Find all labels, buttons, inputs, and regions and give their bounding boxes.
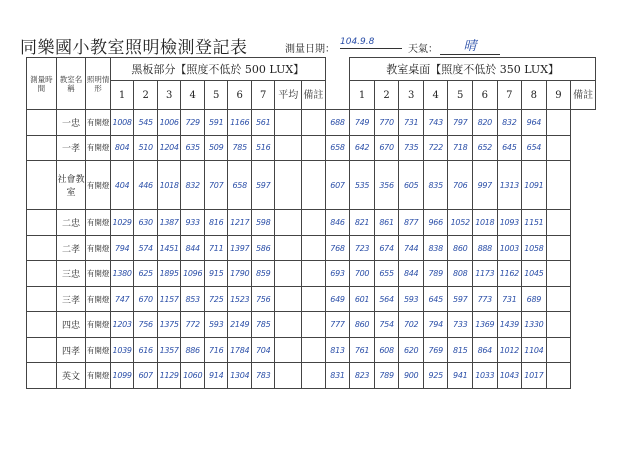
blackboard-reading-cell: 1029 (110, 210, 134, 236)
blackboard-reading-cell: 914 (204, 363, 228, 389)
bb-col-header: 7 (251, 81, 275, 110)
table-row (27, 161, 596, 210)
bb-note-cell (302, 312, 326, 338)
bb-note-cell (302, 210, 326, 236)
bb-average-cell (275, 110, 302, 136)
bb-note-cell (302, 110, 326, 136)
avg-header: 平均 (275, 81, 302, 110)
desk-reading-cell: 655 (374, 261, 399, 287)
desk-reading-cell: 761 (350, 337, 375, 363)
desk-reading-cell: 1045 (522, 261, 547, 287)
table-row (27, 286, 596, 312)
desk-reading-cell: 844 (399, 261, 424, 287)
desk-reading-cell: 1330 (522, 312, 547, 338)
desk-note-cell (546, 210, 571, 236)
desk-reading-cell: 620 (399, 337, 424, 363)
table-row (27, 135, 596, 161)
desk-reading-cell: 964 (522, 110, 547, 136)
blackboard-reading-cell: 598 (251, 210, 275, 236)
desk-reading-cell: 649 (325, 286, 350, 312)
desk-note-cell (546, 312, 571, 338)
bb-col-header: 4 (181, 81, 205, 110)
desk-reading-cell: 861 (374, 210, 399, 236)
desk-reading-cell: 605 (399, 161, 424, 210)
desk-reading-cell: 925 (423, 363, 448, 389)
desk-reading-cell: 1151 (522, 210, 547, 236)
desk-reading-cell: 658 (325, 135, 350, 161)
bb-col-header: 5 (204, 81, 228, 110)
blackboard-reading-cell: 915 (204, 261, 228, 287)
blackboard-reading-cell: 404 (110, 161, 134, 210)
bb-note-cell (302, 261, 326, 287)
blackboard-reading-cell: 785 (228, 135, 252, 161)
desk-reading-cell: 820 (473, 110, 498, 136)
date-label: 測量日期： (285, 44, 335, 55)
desk-reading-cell: 1162 (497, 261, 522, 287)
status-cell: 有開燈 (86, 261, 111, 287)
desk-reading-cell: 670 (374, 135, 399, 161)
time-cell (27, 235, 57, 261)
desk-reading-cell: 770 (374, 110, 399, 136)
blackboard-reading-cell: 816 (204, 210, 228, 236)
room-name-cell: 社會教室 (56, 161, 86, 210)
blackboard-reading-cell: 607 (134, 363, 158, 389)
status-cell: 有開燈 (86, 363, 111, 389)
desk-reading-cell: 1033 (473, 363, 498, 389)
desk-reading-cell: 797 (448, 110, 473, 136)
blackboard-reading-cell: 804 (110, 135, 134, 161)
desk-note-cell (546, 337, 571, 363)
weather-value: 晴 (440, 35, 500, 55)
bb-note-cell (302, 135, 326, 161)
table-row (27, 110, 596, 136)
blackboard-reading-cell: 2149 (228, 312, 252, 338)
bb-average-cell (275, 286, 302, 312)
blackboard-reading-cell: 597 (251, 161, 275, 210)
column-gap (325, 58, 350, 110)
time-cell (27, 110, 57, 136)
bb-col-header: 3 (157, 81, 181, 110)
desk-reading-cell: 535 (350, 161, 375, 210)
bb-note-cell (302, 286, 326, 312)
table-row (27, 261, 596, 287)
status-header: 照明情形 (86, 58, 111, 110)
time-cell (27, 312, 57, 338)
desk-reading-cell: 693 (325, 261, 350, 287)
status-cell: 有開燈 (86, 135, 111, 161)
desk-reading-cell: 733 (448, 312, 473, 338)
desk-reading-cell: 754 (374, 312, 399, 338)
room-name-cell: 三忠 (56, 261, 86, 287)
blackboard-reading-cell: 625 (134, 261, 158, 287)
blackboard-reading-cell: 635 (181, 135, 205, 161)
illumination-table (26, 57, 596, 389)
desk-reading-cell: 731 (399, 110, 424, 136)
time-cell (27, 286, 57, 312)
desk-reading-cell: 749 (350, 110, 375, 136)
blackboard-reading-cell: 783 (251, 363, 275, 389)
desk-reading-cell: 1003 (497, 235, 522, 261)
desk-reading-cell: 808 (448, 261, 473, 287)
blackboard-reading-cell: 794 (110, 235, 134, 261)
table-row (27, 210, 596, 236)
desk-reading-cell: 645 (423, 286, 448, 312)
bb-note-cell (302, 363, 326, 389)
status-cell: 有開燈 (86, 110, 111, 136)
weather-label: 天氣： (408, 44, 438, 55)
bb-average-cell (275, 235, 302, 261)
desk-reading-cell: 815 (448, 337, 473, 363)
desk-reading-cell: 706 (448, 161, 473, 210)
desk-reading-cell: 1173 (473, 261, 498, 287)
desk-reading-cell: 966 (423, 210, 448, 236)
desk-reading-cell: 597 (448, 286, 473, 312)
desk-reading-cell: 1091 (522, 161, 547, 210)
time-cell (27, 210, 57, 236)
desk-reading-cell: 888 (473, 235, 498, 261)
desk-reading-cell: 1313 (497, 161, 522, 210)
desk-reading-cell: 1052 (448, 210, 473, 236)
blackboard-reading-cell: 670 (134, 286, 158, 312)
blackboard-reading-cell: 1204 (157, 135, 181, 161)
desk-reading-cell: 860 (350, 312, 375, 338)
desk-reading-cell: 1043 (497, 363, 522, 389)
room-name-cell: 英文 (56, 363, 86, 389)
desk-reading-cell: 831 (325, 363, 350, 389)
blackboard-reading-cell: 711 (204, 235, 228, 261)
desk-reading-cell: 674 (374, 235, 399, 261)
desk-reading-cell: 789 (374, 363, 399, 389)
room-name-cell: 四孝 (56, 337, 86, 363)
blackboard-reading-cell: 1039 (110, 337, 134, 363)
desk-reading-cell: 789 (423, 261, 448, 287)
blackboard-reading-cell: 844 (181, 235, 205, 261)
desk-col-header: 5 (448, 81, 473, 110)
blackboard-reading-cell: 1790 (228, 261, 252, 287)
desk-note-header: 備註 (571, 81, 596, 110)
blackboard-reading-cell: 933 (181, 210, 205, 236)
blackboard-reading-cell: 1397 (228, 235, 252, 261)
desk-reading-cell: 652 (473, 135, 498, 161)
blackboard-reading-cell: 1096 (181, 261, 205, 287)
desk-reading-cell: 735 (399, 135, 424, 161)
desk-reading-cell: 813 (325, 337, 350, 363)
status-cell: 有開燈 (86, 337, 111, 363)
blackboard-reading-cell: 1895 (157, 261, 181, 287)
table-row (27, 312, 596, 338)
desk-reading-cell: 1018 (473, 210, 498, 236)
desk-reading-cell: 835 (423, 161, 448, 210)
desk-reading-cell: 877 (399, 210, 424, 236)
blackboard-reading-cell: 630 (134, 210, 158, 236)
blackboard-reading-cell: 1357 (157, 337, 181, 363)
blackboard-reading-cell: 756 (134, 312, 158, 338)
blackboard-reading-cell: 716 (204, 337, 228, 363)
desk-reading-cell: 608 (374, 337, 399, 363)
desk-reading-cell: 645 (497, 135, 522, 161)
desk-reading-cell: 777 (325, 312, 350, 338)
desk-note-cell (546, 161, 571, 210)
blackboard-reading-cell: 1006 (157, 110, 181, 136)
time-cell (27, 161, 57, 210)
desk-reading-cell: 794 (423, 312, 448, 338)
room-name-cell: 三孝 (56, 286, 86, 312)
desk-header: 教室桌面【照度不低於 350 LUX】 (350, 58, 596, 81)
status-cell: 有開燈 (86, 161, 111, 210)
blackboard-reading-cell: 574 (134, 235, 158, 261)
bb-average-cell (275, 261, 302, 287)
blackboard-reading-cell: 1380 (110, 261, 134, 287)
desk-reading-cell: 718 (448, 135, 473, 161)
blackboard-reading-cell: 832 (181, 161, 205, 210)
time-cell (27, 363, 57, 389)
desk-note-cell (546, 286, 571, 312)
blackboard-reading-cell: 747 (110, 286, 134, 312)
desk-reading-cell: 860 (448, 235, 473, 261)
blackboard-reading-cell: 616 (134, 337, 158, 363)
desk-reading-cell: 838 (423, 235, 448, 261)
desk-note-cell (546, 363, 571, 389)
table-row (27, 363, 596, 389)
desk-reading-cell: 1369 (473, 312, 498, 338)
status-cell: 有開燈 (86, 235, 111, 261)
desk-reading-cell: 689 (522, 286, 547, 312)
blackboard-reading-cell: 704 (251, 337, 275, 363)
room-name-cell: 四忠 (56, 312, 86, 338)
desk-reading-cell: 1093 (497, 210, 522, 236)
blackboard-reading-cell: 1008 (110, 110, 134, 136)
blackboard-header: 黑板部分【照度不低於 500 LUX】 (110, 58, 325, 81)
blackboard-reading-cell: 1203 (110, 312, 134, 338)
blackboard-reading-cell: 446 (134, 161, 158, 210)
bb-col-header: 6 (228, 81, 252, 110)
room-name-cell: 二忠 (56, 210, 86, 236)
desk-note-cell (546, 235, 571, 261)
time-header: 測量時間 (27, 58, 57, 110)
blackboard-reading-cell: 1217 (228, 210, 252, 236)
desk-reading-cell: 768 (325, 235, 350, 261)
blackboard-reading-cell: 1166 (228, 110, 252, 136)
desk-reading-cell: 1058 (522, 235, 547, 261)
desk-reading-cell: 821 (350, 210, 375, 236)
desk-reading-cell: 723 (350, 235, 375, 261)
desk-reading-cell: 722 (423, 135, 448, 161)
blackboard-reading-cell: 1099 (110, 363, 134, 389)
bb-average-cell (275, 363, 302, 389)
desk-reading-cell: 731 (497, 286, 522, 312)
blackboard-reading-cell: 591 (204, 110, 228, 136)
desk-reading-cell: 700 (350, 261, 375, 287)
desk-col-header: 8 (522, 81, 547, 110)
bb-average-cell (275, 337, 302, 363)
desk-note-cell (546, 261, 571, 287)
bb-note-header: 備註 (302, 81, 326, 110)
blackboard-reading-cell: 756 (251, 286, 275, 312)
blackboard-reading-cell: 1129 (157, 363, 181, 389)
blackboard-reading-cell: 1523 (228, 286, 252, 312)
desk-col-header: 2 (374, 81, 399, 110)
blackboard-reading-cell: 886 (181, 337, 205, 363)
desk-reading-cell: 900 (399, 363, 424, 389)
bb-note-cell (302, 337, 326, 363)
desk-note-cell (546, 135, 571, 161)
blackboard-reading-cell: 1157 (157, 286, 181, 312)
blackboard-reading-cell: 785 (251, 312, 275, 338)
table-row (27, 337, 596, 363)
desk-reading-cell: 601 (350, 286, 375, 312)
bb-col-header: 1 (110, 81, 134, 110)
date-value: 104.9.8 (340, 37, 402, 49)
status-cell: 有開燈 (86, 286, 111, 312)
time-cell (27, 135, 57, 161)
desk-col-header: 3 (399, 81, 424, 110)
blackboard-reading-cell: 1387 (157, 210, 181, 236)
status-cell: 有開燈 (86, 210, 111, 236)
blackboard-reading-cell: 1018 (157, 161, 181, 210)
table-row (27, 235, 596, 261)
desk-reading-cell: 941 (448, 363, 473, 389)
blackboard-reading-cell: 510 (134, 135, 158, 161)
desk-reading-cell: 743 (423, 110, 448, 136)
bb-col-header: 2 (134, 81, 158, 110)
blackboard-reading-cell: 725 (204, 286, 228, 312)
blackboard-reading-cell: 1060 (181, 363, 205, 389)
desk-note-cell (546, 110, 571, 136)
desk-reading-cell: 823 (350, 363, 375, 389)
blackboard-reading-cell: 853 (181, 286, 205, 312)
blackboard-reading-cell: 729 (181, 110, 205, 136)
desk-reading-cell: 1012 (497, 337, 522, 363)
bb-average-cell (275, 210, 302, 236)
room-name-cell: 二孝 (56, 235, 86, 261)
blackboard-reading-cell: 586 (251, 235, 275, 261)
desk-reading-cell: 607 (325, 161, 350, 210)
desk-reading-cell: 1439 (497, 312, 522, 338)
room-header: 教室名稱 (56, 58, 86, 110)
desk-reading-cell: 654 (522, 135, 547, 161)
blackboard-reading-cell: 561 (251, 110, 275, 136)
desk-reading-cell: 832 (497, 110, 522, 136)
desk-reading-cell: 997 (473, 161, 498, 210)
desk-reading-cell: 356 (374, 161, 399, 210)
blackboard-reading-cell: 593 (204, 312, 228, 338)
blackboard-reading-cell: 509 (204, 135, 228, 161)
desk-col-header: 9 (546, 81, 571, 110)
time-cell (27, 337, 57, 363)
desk-reading-cell: 564 (374, 286, 399, 312)
desk-reading-cell: 769 (423, 337, 448, 363)
desk-reading-cell: 744 (399, 235, 424, 261)
desk-reading-cell: 642 (350, 135, 375, 161)
desk-col-header: 6 (473, 81, 498, 110)
bb-average-cell (275, 161, 302, 210)
desk-reading-cell: 1017 (522, 363, 547, 389)
desk-reading-cell: 773 (473, 286, 498, 312)
desk-reading-cell: 702 (399, 312, 424, 338)
desk-reading-cell: 864 (473, 337, 498, 363)
blackboard-reading-cell: 1304 (228, 363, 252, 389)
blackboard-reading-cell: 545 (134, 110, 158, 136)
table-body (27, 110, 596, 389)
blackboard-reading-cell: 772 (181, 312, 205, 338)
bb-note-cell (302, 235, 326, 261)
form-title: 同樂國小教室照明檢測登記表 (20, 38, 248, 58)
desk-col-header: 7 (497, 81, 522, 110)
bb-average-cell (275, 312, 302, 338)
blackboard-reading-cell: 1451 (157, 235, 181, 261)
blackboard-reading-cell: 859 (251, 261, 275, 287)
status-cell: 有開燈 (86, 312, 111, 338)
room-name-cell: 一孝 (56, 135, 86, 161)
blackboard-reading-cell: 1784 (228, 337, 252, 363)
bb-note-cell (302, 161, 326, 210)
bb-average-cell (275, 135, 302, 161)
desk-reading-cell: 593 (399, 286, 424, 312)
desk-reading-cell: 846 (325, 210, 350, 236)
blackboard-reading-cell: 658 (228, 161, 252, 210)
room-name-cell: 一忠 (56, 110, 86, 136)
desk-col-header: 4 (423, 81, 448, 110)
blackboard-reading-cell: 1375 (157, 312, 181, 338)
time-cell (27, 261, 57, 287)
blackboard-reading-cell: 707 (204, 161, 228, 210)
desk-reading-cell: 1104 (522, 337, 547, 363)
desk-reading-cell: 688 (325, 110, 350, 136)
blackboard-reading-cell: 516 (251, 135, 275, 161)
desk-col-header: 1 (350, 81, 375, 110)
